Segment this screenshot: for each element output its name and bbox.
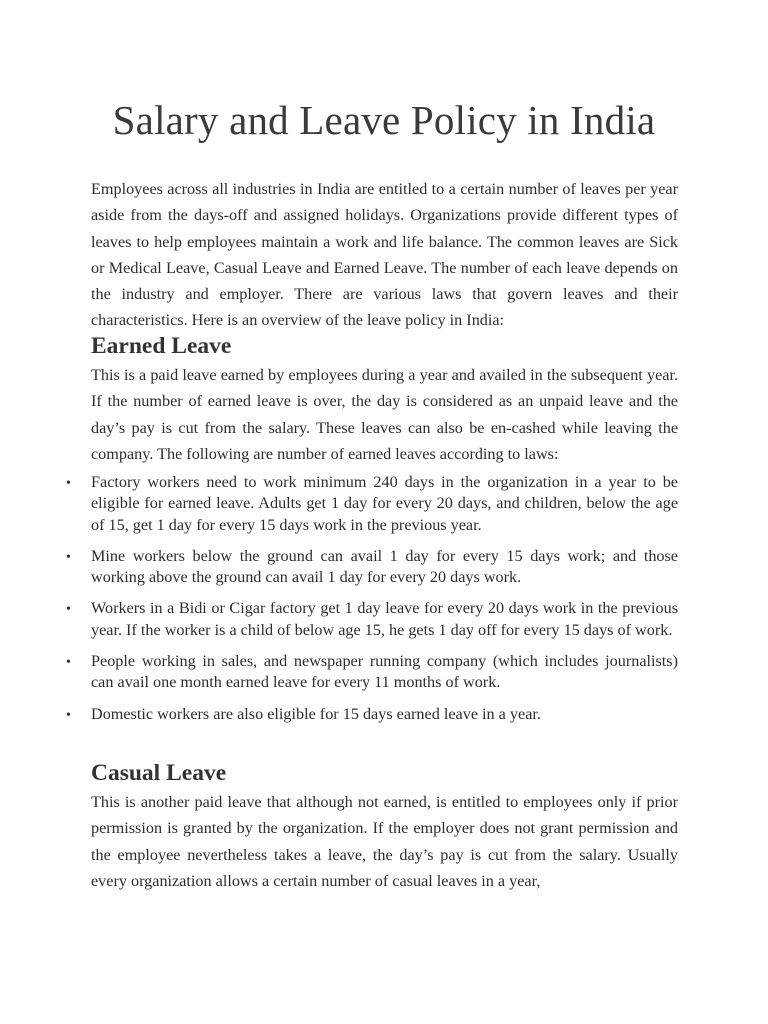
bullet-icon: • <box>66 655 71 671</box>
list-item-text: Mine workers below the ground can avail 1 day for every 15 days work; and those working above the ground can avail 1 day for every 20 days work. <box>91 546 678 587</box>
bullet-icon: • <box>66 549 71 565</box>
intro-paragraph: Employees across all industries in India are entitled to a certain number of leaves per year aside from the days-off and assigned holidays. Organizations provide different types of leaves to help employees maintain a work and life balance. The common leaves are Sick or Medical Leave, Casual Leave and Earned Leave. The number of each leave depends on the industry and employer. There are various laws that govern leaves and their characteristics. Here is an overview of the leave policy in India: <box>91 180 678 330</box>
list-item-text: People working in sales, and newspaper running company (which includes journalists) can avail one month earned leave for every 11 months of work. <box>91 652 678 692</box>
list-item-text: Factory workers need to work minimum 240 days in the organization in a year to be eligible for earned leave. Adults get 1 day for every 20 days, and children, below the age of 15, get 1 day for every 15 days work in the previous year. <box>91 473 678 534</box>
list-item <box>0 472 768 536</box>
list-item <box>0 651 768 694</box>
casual-leave-heading: Casual Leave <box>91 760 227 786</box>
list-item <box>0 546 768 589</box>
list-item-text: Workers in a Bidi or Cigar factory get 1 day leave for every 20 days work in the previous year. If the worker is a child of below age 15, he gets 1 day off for every 15 days of work. <box>91 599 678 639</box>
list-item <box>0 704 768 725</box>
list-item <box>0 598 768 641</box>
bullet-icon: • <box>66 476 71 491</box>
casual-leave-paragraph: This is another paid leave that although not earned, is entitled to employees only if prior permission is granted by the organization. If the employer does not grant permission and the employee nevertheless takes a leave, the day’s pay is cut from the salary. Usually every organization allows a certain number of casual leaves in a year, <box>91 793 678 890</box>
earned-leave-list <box>0 472 768 735</box>
earned-leave-heading: Earned Leave <box>91 333 232 359</box>
bullet-icon: • <box>66 602 71 618</box>
earned-leave-paragraph: This is a paid leave earned by employees during a year and availed in the subsequent year. If the number of earned leave is over, the day is considered as an unpaid leave and the day’s pay is cut from the salary. These leaves can also be en-cashed while leaving the company. The following are number of earned leaves according to laws: <box>91 366 678 463</box>
list-item-text: Domestic workers are also eligible for 15 days earned leave in a year. <box>91 704 541 723</box>
bullet-icon: • <box>66 707 71 723</box>
page-title: Salary and Leave Policy in India <box>112 97 656 143</box>
